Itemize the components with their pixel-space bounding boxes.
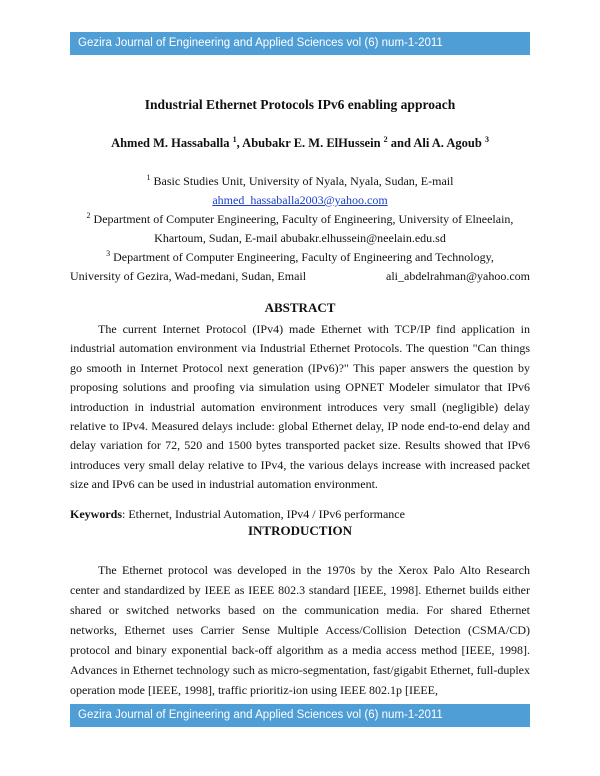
- journal-header-banner: [70, 32, 530, 55]
- affiliation-3-location: University of Gezira, Wad-medani, Sudan, Email: [70, 269, 307, 283]
- author-name: Abubakr E. M. ElHussein: [242, 136, 381, 151]
- affiliation-3: [70, 244, 530, 286]
- author-sup: 1: [232, 135, 237, 144]
- introduction-heading: INTRODUCTION: [247, 523, 352, 538]
- paper-title: Industrial Ethernet Protocols IPv6 enabling approach: [144, 97, 456, 112]
- abstract-heading: ABSTRACT: [264, 300, 336, 315]
- keywords-text: : Ethernet, Industrial Automation, IPv4 / IPv6 performance: [122, 507, 405, 521]
- journal-footer-banner: [70, 704, 530, 727]
- affiliation-sup: 3: [106, 249, 111, 258]
- affiliation-1-text: Basic Studies Unit, University of Nyala, Nyala, Sudan, E-mail: [150, 174, 454, 188]
- affiliation-3-text: Department of Computer Engineering, Faculty of Engineering and Technology,: [110, 250, 494, 264]
- affiliation-2-line1: [70, 206, 530, 229]
- keywords-line: [70, 507, 530, 522]
- author-list: [0, 135, 600, 151]
- author-name: Ali A. Agoub: [413, 136, 482, 151]
- author-sup: 3: [484, 135, 489, 144]
- author-email-link[interactable]: ahmed_hassaballa2003@yahoo.com: [212, 193, 388, 207]
- author-sup: 2: [383, 135, 388, 144]
- affiliation-2-text: Department of Computer Engineering, Faculty of Engineering, University of Elneelain,: [90, 212, 514, 226]
- affiliation-3-line1: [70, 244, 530, 267]
- affiliation-3-email: ali_abdelrahman@yahoo.com: [386, 269, 530, 283]
- journal-footer-text: Gezira Journal of Engineering and Applied Sciences vol (6) num-1-2011: [78, 709, 443, 721]
- author-separator: ,: [236, 136, 243, 151]
- author-separator: and: [387, 136, 414, 151]
- introduction-body: The Ethernet protocol was developed in the 1970s by the Xerox Palo Alto Research center and standardized by IEEE as IEEE 802.3 standard [IEEE, 1998]. Ethernet builds either shared or switched networks based on the communication media. For shared Ethernet networks, Ethernet uses Carrier Sense Multiple Access/Collision Detection (CSMA/CD) protocol and binary exponential back-off algorithm as a media access method [IEEE, 1998]. Advances in Ethernet technology such as micro-segmentation, fast/gigabit Ethernet, full-duplex operation mode [IEEE, 1998], traffic prioritiz-ion using IEEE 802.1p [IEEE,: [70, 563, 530, 697]
- affiliation-sup: 1: [146, 173, 151, 182]
- journal-header-text: Gezira Journal of Engineering and Applied Sciences vol (6) num-1-2011: [78, 37, 443, 49]
- affiliation-1: [70, 168, 530, 210]
- author-name: Ahmed M. Hassaballa: [111, 136, 230, 151]
- affiliation-2-line2: Khartoum, Sudan, E-mail abubakr.elhussein@neelain.edu.sd: [154, 231, 446, 245]
- abstract-body: The current Internet Protocol (IPv4) made Ethernet with TCP/IP find application in industrial automation environment via Industrial Ethernet Protocols. The question "Can things go smooth in Internet Protocol next generation (IPv6)?" This paper answers the question by proposing solutions and proofing via simulation using OPNET Modeler simulator that IPv6 introduction in industrial automation environment introduces very small (negligible) delay relative to IPv4. Measured delays include: global Ethernet delay, IP node end-to-end delay and delay variation for 72, 520 and 1500 bytes transported packet size. Results showed that IPv6 introduces very small delay relative to IPv4, the various delays increase with increased packet size and IPv6 can be used in industrial automation environment.: [70, 322, 530, 492]
- affiliation-3-line2: [70, 267, 530, 286]
- affiliation-2: [70, 206, 530, 248]
- affiliation-sup: 2: [86, 211, 91, 220]
- keywords-label: Keywords: [70, 507, 122, 521]
- affiliation-1-line: [70, 168, 530, 191]
